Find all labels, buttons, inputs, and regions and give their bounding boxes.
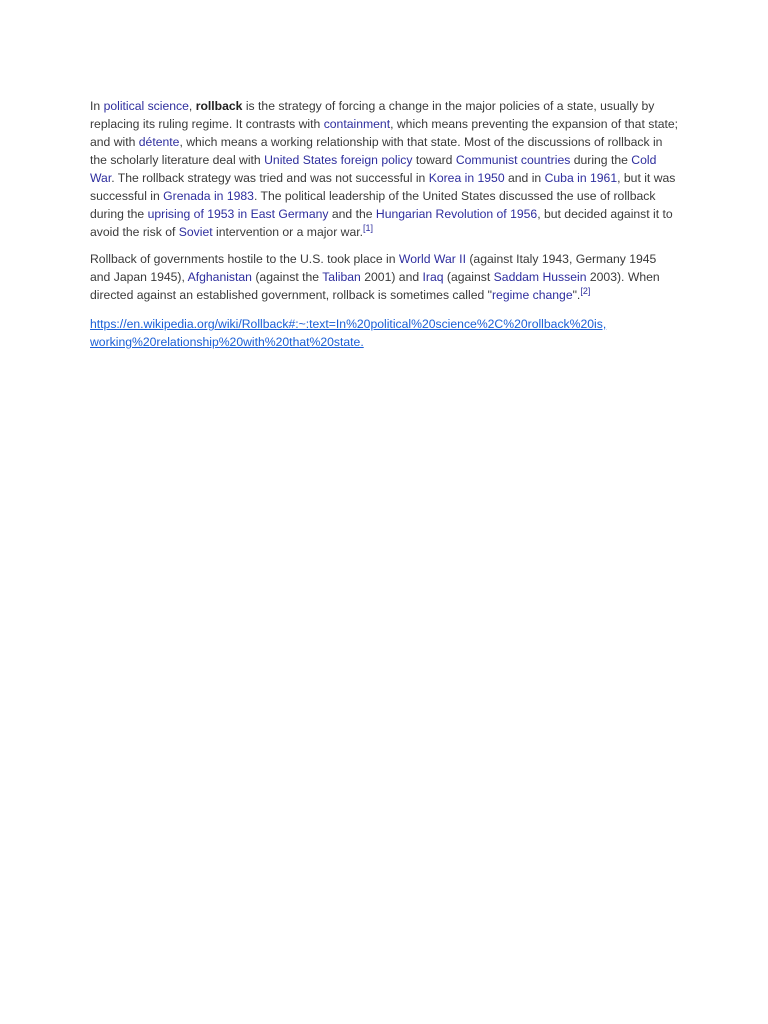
text-segment: (against Italy 1943, Germany 1945 and Japan 1945), <box>90 252 657 284</box>
text-segment: 2003). When directed against an established government, rollback is sometimes called " <box>90 270 660 302</box>
document-body <box>90 97 680 351</box>
text-segment: In <box>90 99 104 113</box>
source-url-line-2[interactable]: working%20relationship%20with%20that%20state. <box>90 335 364 349</box>
text-segment: , but decided against it to avoid the risk of <box>90 207 673 239</box>
text-segment: , which means a working relationship with that state. Most of the discussions of rollback in the scholarly literature deal with <box>90 135 663 167</box>
link-us-foreign-policy[interactable]: United States foreign policy <box>264 153 413 167</box>
source-url-line-1[interactable]: https://en.wikipedia.org/wiki/Rollback#:~:text=In%20political%20science%2C%20rollback%20is, <box>90 317 607 331</box>
citation-1[interactable]: [1] <box>363 223 374 233</box>
text-segment: Rollback of governments hostile to the U.S. took place in <box>90 252 399 266</box>
link-detente[interactable]: détente <box>138 135 180 149</box>
link-grenada-1983[interactable]: Grenada in 1983 <box>163 189 254 203</box>
link-taliban[interactable]: Taliban <box>322 270 361 284</box>
text-segment: , which means preventing the expansion of that state; and with <box>90 117 679 149</box>
paragraph-intro <box>90 97 680 241</box>
text-segment: , <box>188 99 196 113</box>
link-cold-war[interactable]: Cold War <box>90 153 657 185</box>
term-rollback: rollback <box>195 99 243 113</box>
source-url-link[interactable] <box>90 315 680 351</box>
link-afghanistan[interactable]: Afghanistan <box>187 270 252 284</box>
link-saddam-hussein[interactable]: Saddam Hussein <box>493 270 587 284</box>
link-hungarian-revolution[interactable]: Hungarian Revolution of 1956 <box>375 207 538 221</box>
text-segment: (against <box>443 270 494 284</box>
text-segment: (against the <box>251 270 323 284</box>
link-uprising-1953[interactable]: uprising of 1953 in East Germany <box>147 207 329 221</box>
link-soviet[interactable]: Soviet <box>178 225 213 239</box>
citation-2[interactable]: [2] <box>580 286 591 296</box>
link-regime-change[interactable]: regime change <box>491 288 573 302</box>
text-segment: . The political leadership of the United States discussed the use of rollback during the <box>90 189 656 221</box>
link-world-war-ii[interactable]: World War II <box>398 252 466 266</box>
text-segment: , but it was successful in <box>90 171 676 203</box>
text-segment: and in <box>504 171 545 185</box>
text-segment: is the strategy of forcing a change in the major policies of a state, usually by replacing its ruling regime. It contrasts with <box>90 99 655 131</box>
link-political-science[interactable]: political science <box>103 99 189 113</box>
text-segment: 2001) and <box>360 270 423 284</box>
link-cuba-1961[interactable]: Cuba in 1961 <box>544 171 618 185</box>
text-segment: during the <box>570 153 632 167</box>
link-communist-countries[interactable]: Communist countries <box>455 153 571 167</box>
link-iraq[interactable]: Iraq <box>422 270 444 284</box>
text-segment: . The rollback strategy was tried and was not successful in <box>111 171 429 185</box>
text-segment: ". <box>572 288 581 302</box>
paragraph-history <box>90 250 680 304</box>
text-segment: and the <box>328 207 376 221</box>
link-korea-1950[interactable]: Korea in 1950 <box>428 171 505 185</box>
link-containment[interactable]: containment <box>323 117 391 131</box>
text-segment: toward <box>412 153 456 167</box>
text-segment: intervention or a major war. <box>212 225 364 239</box>
